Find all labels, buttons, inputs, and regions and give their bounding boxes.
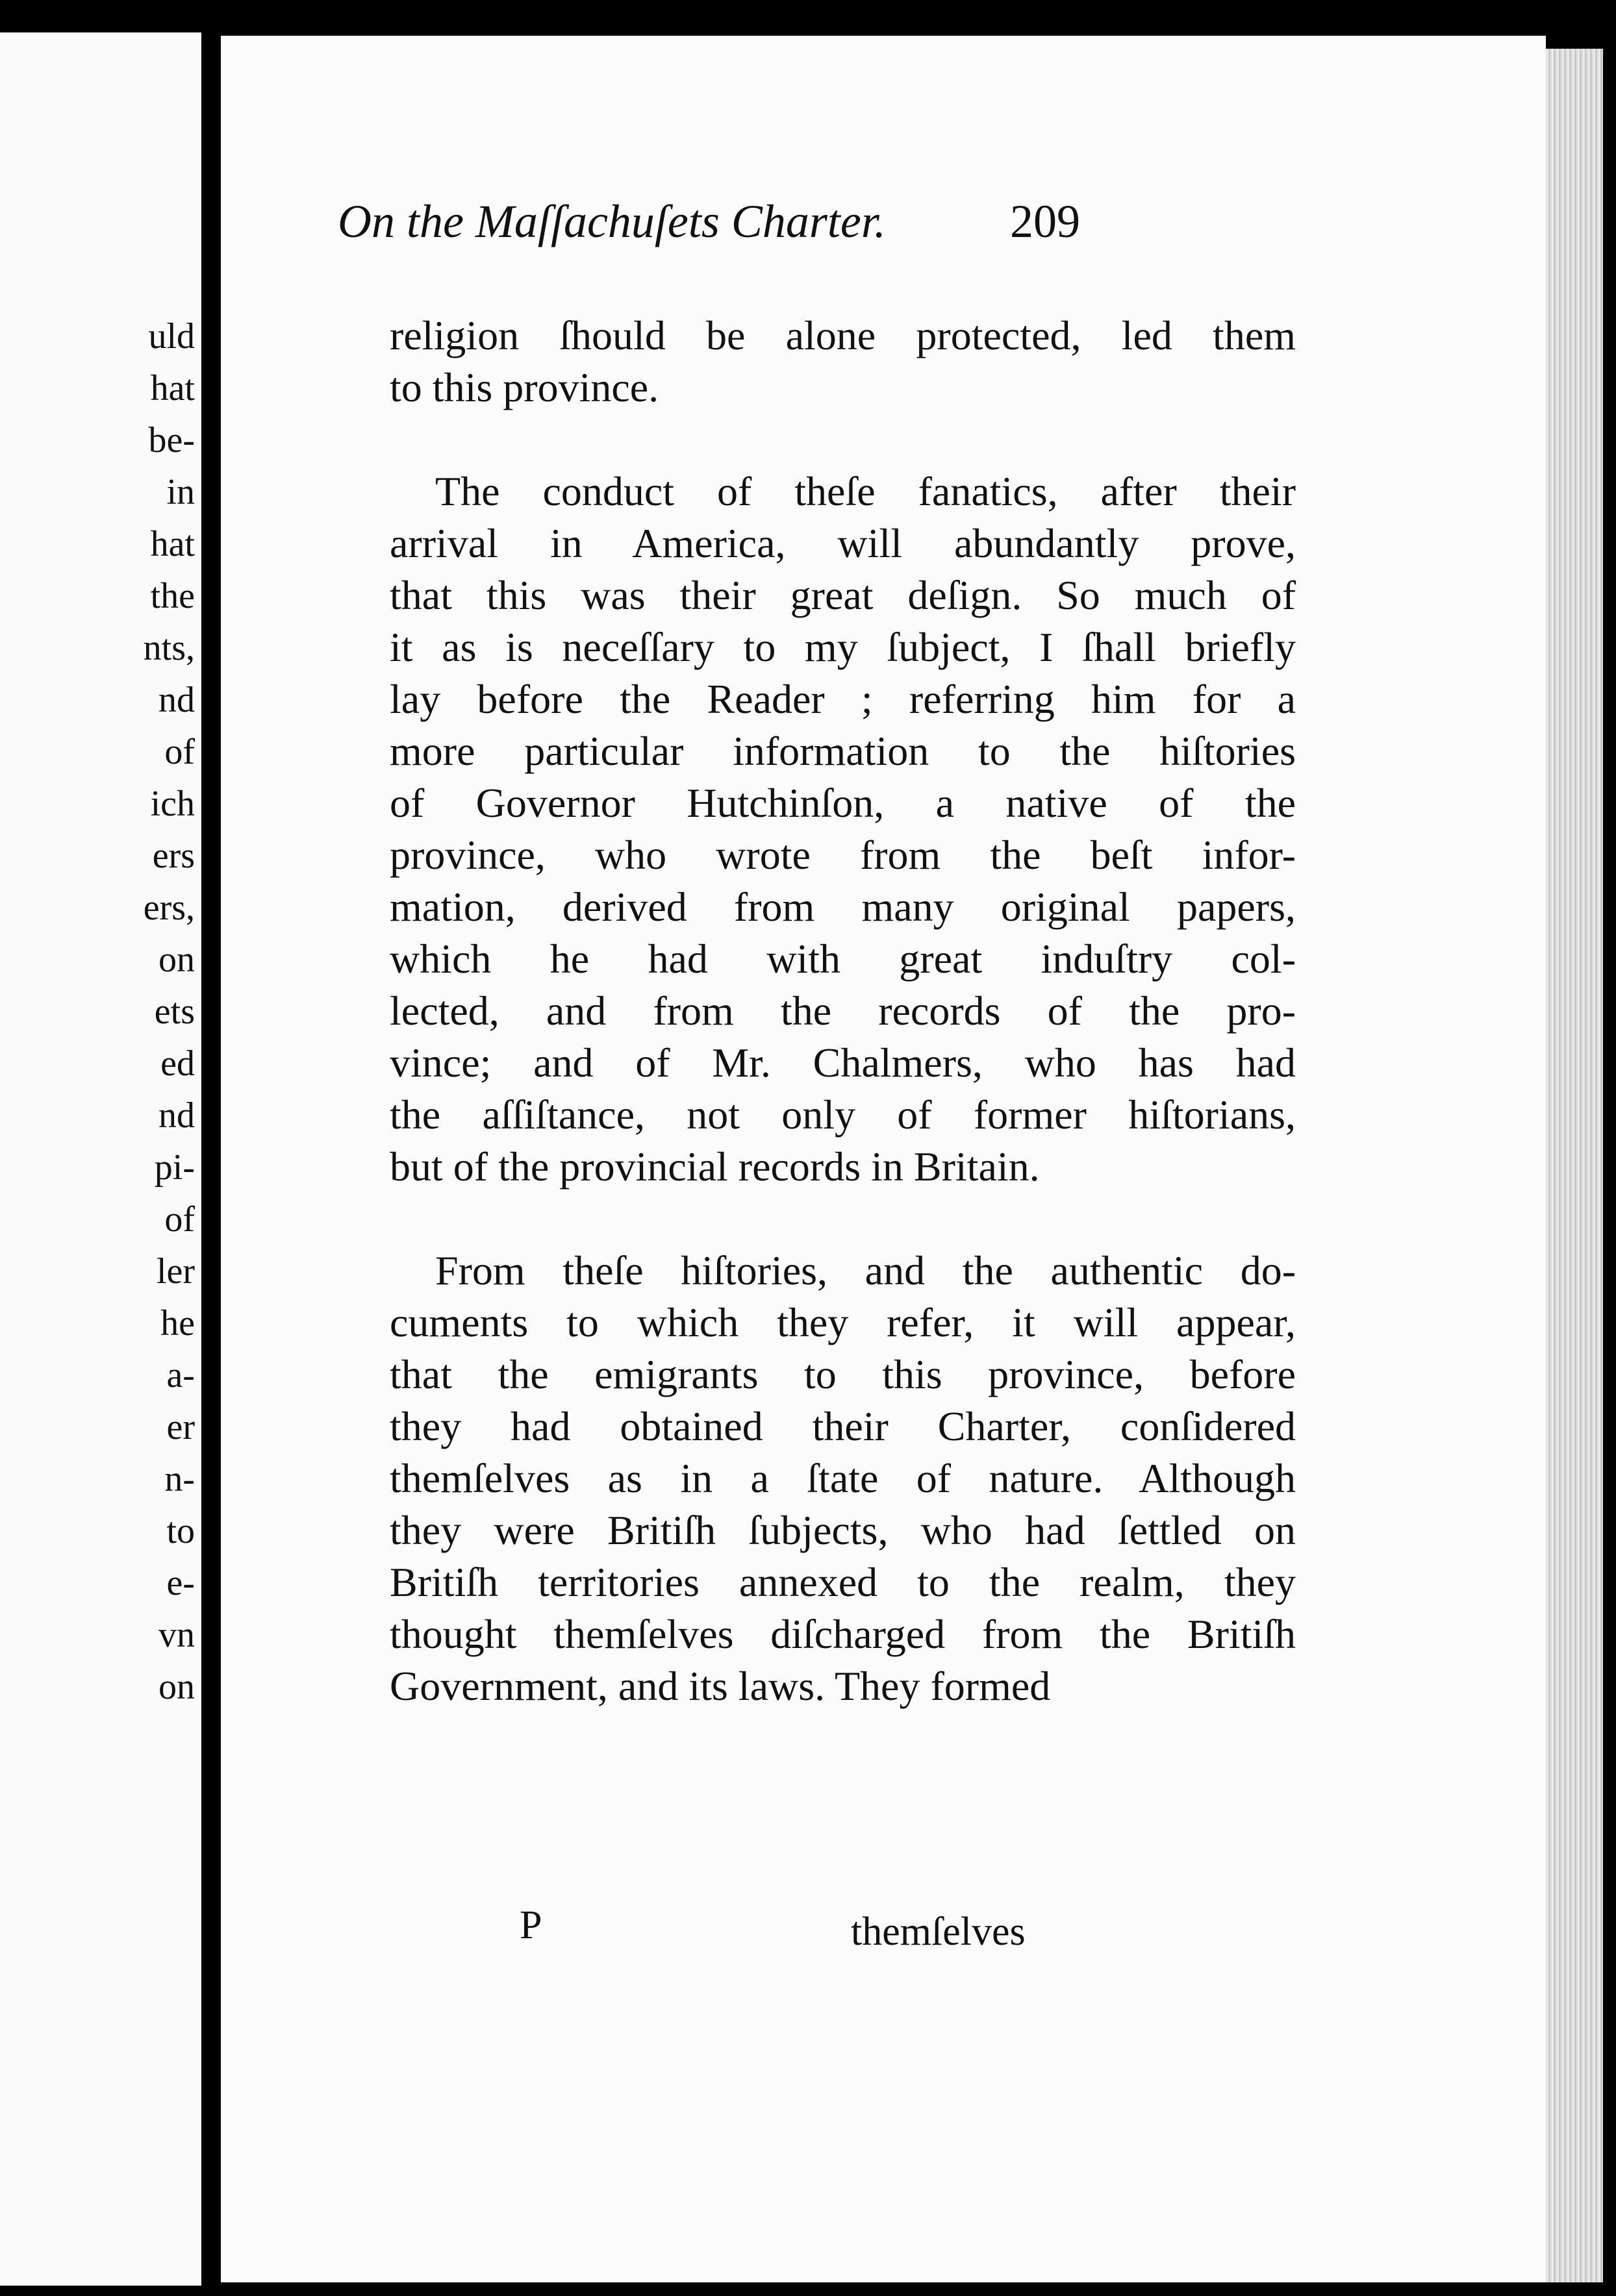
facing-page (0, 32, 201, 2286)
text-line: themſelves as in a ſtate of nature. Although (390, 1455, 1296, 1501)
facing-page-fragment: n- (164, 1459, 195, 1499)
page-edge (1546, 49, 1603, 2282)
catchword: themſelves (851, 1910, 1026, 1954)
facing-page-fragment: ers, (143, 888, 195, 928)
facing-page-fragment: pi- (154, 1147, 195, 1188)
text-line: it as is neceſſary to my ſubject, I ſhall briefly (390, 624, 1296, 670)
text-line: vince; and of Mr. Chalmers, who has had (390, 1040, 1296, 1086)
facing-page-fragment: e- (166, 1563, 195, 1603)
facing-page-fragment: nd (158, 680, 195, 720)
text-line: cuments to which they refer, it will appear, (390, 1299, 1296, 1345)
facing-page-fragment: of (164, 1199, 195, 1240)
text-line: that this was their great deſign. So much of (390, 572, 1296, 618)
text-line: that the emigrants to this province, before (390, 1351, 1296, 1397)
text-line: thought themſelves diſcharged from the Britiſh (390, 1611, 1296, 1657)
text-line: they were Britiſh ſubjects, who had ſettled on (390, 1507, 1296, 1553)
facing-page-fragment: vn (158, 1615, 195, 1655)
text-line: religion ſhould be alone protected, led them (390, 312, 1296, 358)
text-line: lay before the Reader ; referring him for a (390, 676, 1296, 722)
text-line: but of the provincial records in Britain. (390, 1143, 1040, 1190)
facing-page-fragment: er (166, 1407, 195, 1447)
facing-page-fragment: be- (148, 420, 195, 460)
text-line: which he had with great induſtry col- (390, 936, 1296, 982)
facing-page-fragment: ler (156, 1251, 195, 1292)
facing-page-fragment: ed (160, 1043, 195, 1084)
running-head: On the Maſſachuſets Charter. (338, 195, 886, 247)
facing-page-fragment: uld (148, 316, 195, 356)
text-line: The conduct of theſe fanatics, after their (435, 468, 1296, 514)
facing-page-fragment: ets (154, 992, 195, 1032)
facing-page-fragment: nd (158, 1095, 195, 1136)
facing-page-fragment: in (166, 472, 195, 512)
text-line: Government, and its laws. They formed (390, 1663, 1051, 1709)
text-line: more particular information to the hiſtories (390, 728, 1296, 774)
facing-page-fragment: nts, (143, 628, 195, 668)
text-line: From theſe hiſtories, and the authentic do- (435, 1247, 1296, 1293)
facing-page-fragment: a- (166, 1355, 195, 1395)
signature-mark: P (520, 1903, 542, 1947)
facing-page-fragment: of (164, 732, 195, 772)
facing-page-fragment: hat (150, 524, 195, 564)
facing-page-fragment: ich (150, 784, 195, 824)
facing-page-fragment: to (166, 1511, 195, 1551)
text-line: of Governor Hutchinſon, a native of the (390, 780, 1296, 826)
text-line: province, who wrote from the beſt infor- (390, 832, 1296, 878)
text-line: the aſſiſtance, not only of former hiſtorians, (390, 1092, 1296, 1138)
text-line: arrival in America, will abundantly prove, (390, 520, 1296, 566)
text-line: to this province. (390, 364, 659, 410)
text-line: they had obtained their Charter, conſidered (390, 1403, 1296, 1449)
text-line: lected, and from the records of the pro- (390, 988, 1296, 1034)
facing-page-fragment: the (150, 576, 195, 616)
facing-page-fragment: ers (152, 836, 195, 876)
facing-page-fragment: he (160, 1303, 195, 1343)
facing-page-fragment: on (158, 1667, 195, 1707)
text-line: Britiſh territories annexed to the realm, they (390, 1559, 1296, 1605)
facing-page-fragment: hat (150, 368, 195, 408)
book-gutter (201, 26, 221, 2292)
facing-page-fragment: on (158, 940, 195, 980)
page-number: 209 (1010, 195, 1080, 247)
text-line: mation, derived from many original papers, (390, 884, 1296, 930)
